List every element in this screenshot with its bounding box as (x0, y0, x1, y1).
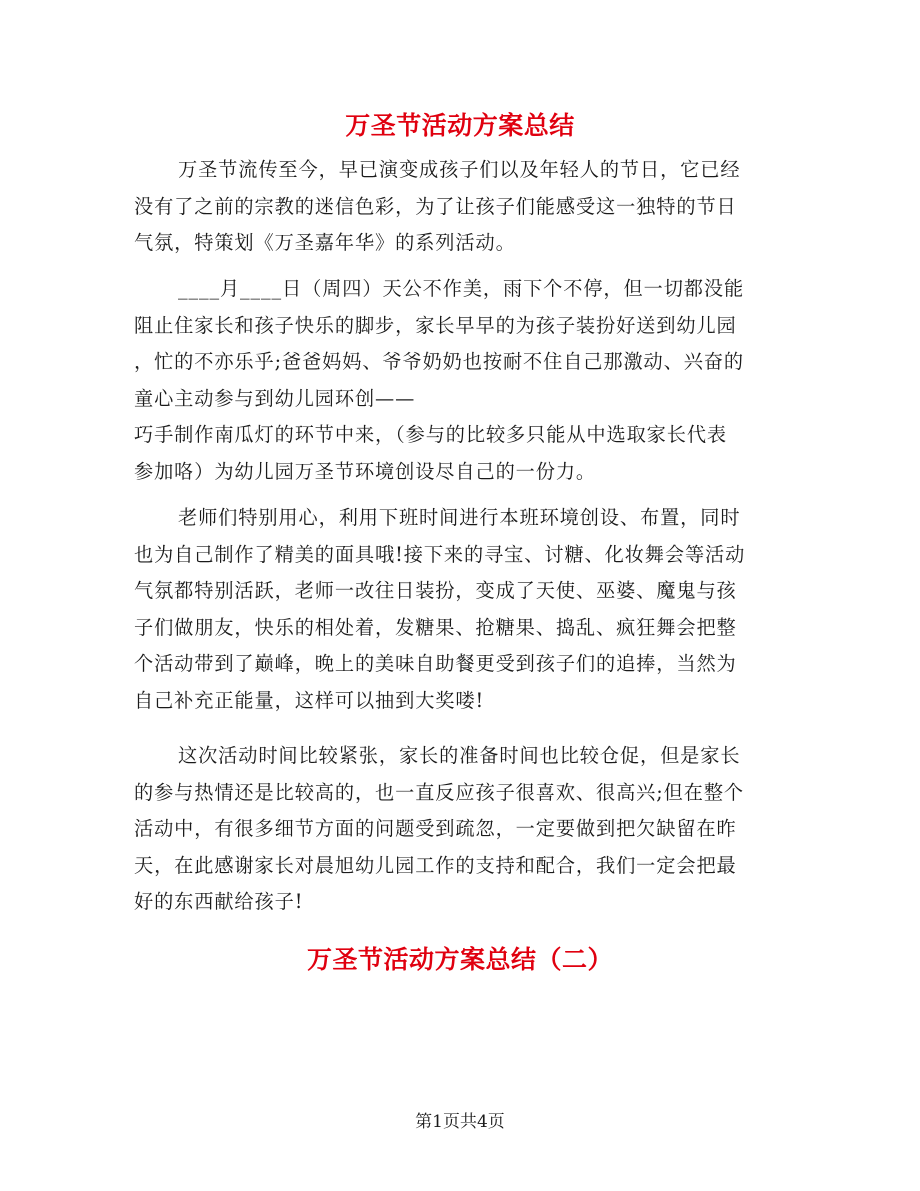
text-line: 也为自己制作了精美的面具哦!接下来的寻宝、讨糖、化妆舞会等活动 (134, 542, 746, 566)
text-line: 童心主动参与到幼儿园环创—— (134, 386, 416, 410)
text-line: 活动中，有很多细节方面的问题受到疏忽，一定要做到把欠缺留在昨 (134, 817, 737, 840)
page-number: 第1页共4页 (415, 1112, 505, 1132)
text-line: 好的东西献给孩子! (134, 890, 304, 913)
paragraph-intro (134, 152, 784, 262)
text-line: 没有了之前的宗教的迷信色彩，为了让孩子们能感受这一独特的节日 (134, 194, 737, 218)
text-line: ，忙的不亦乐乎;爸爸妈妈、爷爷奶奶也按耐不住自己那激动、兴奋的 (134, 350, 744, 373)
text-line: 巧手制作南瓜灯的环节中来，（参与的比较多只能从中选取家长代表 (134, 423, 728, 446)
text-line: 个活动带到了巅峰，晚上的美味自助餐更受到孩子们的追捧，当然为 (134, 652, 737, 675)
text-line: 这次活动时间比较紧张，家长的准备时间也比较仓促，但是家长 (178, 744, 741, 767)
paragraph-summary (134, 738, 784, 921)
text-line: 阻止住家长和孩子快乐的脚步，家长早早的为孩子装扮好送到幼儿园 (134, 313, 737, 337)
paragraph-event-day (134, 271, 784, 490)
text-line: 万圣节流传至今，早已演变成孩子们以及年轻人的节日，它已经 (178, 158, 741, 181)
text-line: ____月____日（周四）天公不作美，雨下个不停，但一切都没能 (178, 277, 745, 300)
text-line: 气氛都特别活跃，老师一改往日装扮，变成了天使、巫婆、魔鬼与孩 (134, 579, 737, 602)
document-title: 万圣节活动方案总结 (345, 111, 575, 140)
text-line: 子们做朋友，快乐的相处着，发糖果、抢糖果、捣乱、疯狂舞会把整 (134, 615, 737, 639)
text-line: 自己补充正能量，这样可以抽到大奖喽! (134, 688, 485, 712)
text-line: 老师们特别用心，利用下班时间进行本班环境创设、布置，同时 (178, 506, 741, 529)
text-line: 天，在此感谢家长对晨旭幼儿园工作的支持和配合，我们一定会把最 (134, 853, 737, 877)
text-line: 参加咯）为幼儿园万圣节环境创设尽自己的一份力。 (134, 459, 597, 483)
text-line: 的参与热情还是比较高的，也一直反应孩子很喜欢、很高兴;但在整个 (134, 780, 744, 804)
text-line: 气氛，特策划《万圣嘉年华》的系列活动。 (134, 231, 516, 254)
section-title-2: 万圣节活动方案总结（二） (306, 945, 613, 974)
paragraph-teachers (134, 500, 784, 719)
